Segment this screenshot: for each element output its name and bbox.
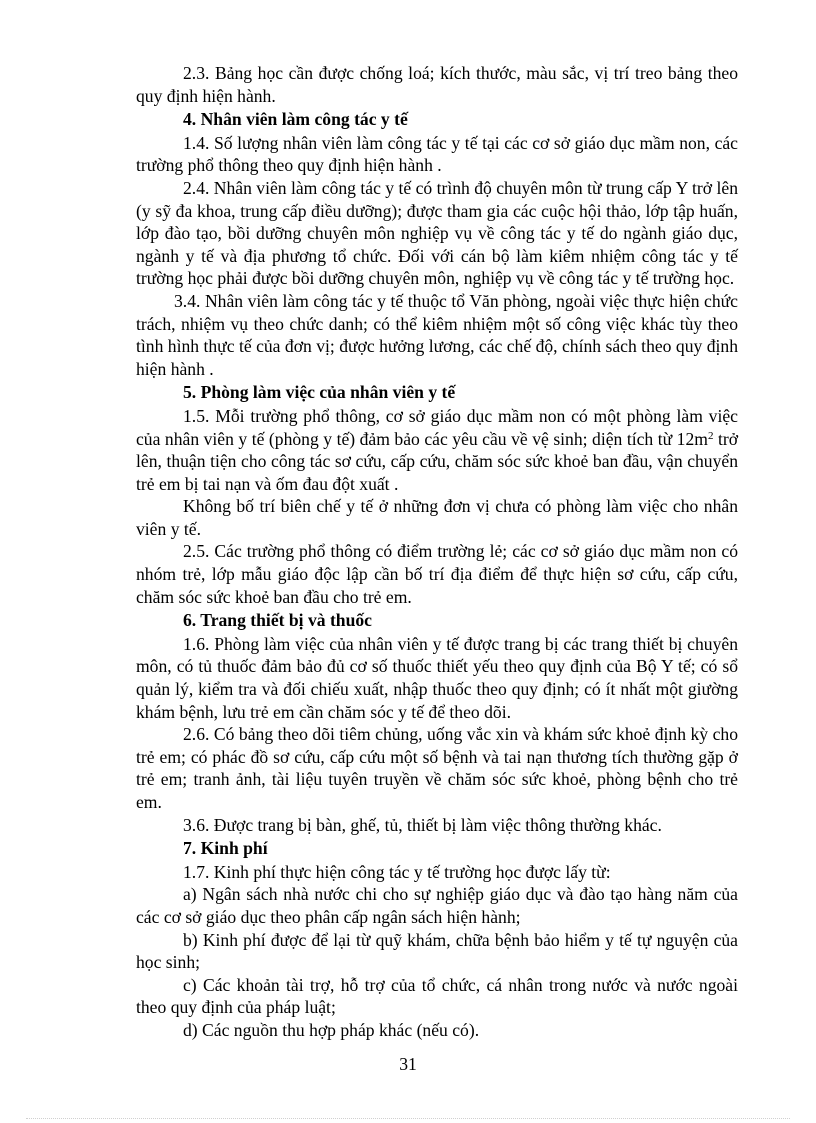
page-content <box>136 62 738 1042</box>
paragraph-1-7: 1.7. Kinh phí thực hiện công tác y tế trường học được lấy từ: <box>183 861 611 882</box>
section-heading-5: 5. Phòng làm việc của nhân viên y tế <box>183 382 456 403</box>
paragraph-d: d) Các nguồn thu hợp pháp khác (nếu có). <box>183 1019 480 1040</box>
paragraph-c: c) Các khoản tài trợ, hỗ trợ của tổ chức, cá nhân trong nước và nước ngoài theo quy định của pháp luật; <box>136 974 738 1018</box>
paragraph-2-4: 2.4. Nhân viên làm công tác y tế có trình độ chuyên môn từ trung cấp Y trở lên (y sỹ đa khoa, trung cấp điều dưỡng); được tham gia các cuộc hội thảo, lớp tập huấn, lớp đào tạo, bồi dưỡng chuyên môn nghiệp vụ về công tác y tế do ngành giáo dục, ngành y tế và địa phương tổ chức. Đối với cán bộ làm kiêm nhiệm công tác y tế trường học phải được bồi dưỡng chuyên môn, nghiệp vụ về công tác y tế trường học. <box>136 177 738 289</box>
page-bottom-divider <box>26 1118 790 1119</box>
superscript-2: 2 <box>707 429 714 442</box>
paragraph-2-3: 2.3. Bảng học cần được chống loá; kích thước, màu sắc, vị trí treo bảng theo quy định hiện hành. <box>136 63 738 106</box>
paragraph-a: a) Ngân sách nhà nước chi cho sự nghiệp giáo dục và đào tạo hàng năm của các cơ sở giáo dục theo phân cấp ngân sách hiện hành; <box>136 884 738 927</box>
paragraph-1-5-part-b: trở lên, thuận tiện cho công tác sơ cứu, cấp cứu, chăm sóc sức khoẻ ban đầu, vận chuyển trẻ em bị tai nạn và ốm đau đột xuất . <box>136 428 738 494</box>
paragraph-3-4: 3.4. Nhân viên làm công tác y tế thuộc tổ Văn phòng, ngoài việc thực hiện chức trách, nhiệm vụ theo chức danh; có thể kiêm nhiệm một số công việc khác tùy theo tình hình thực tế của đơn vị; được hưởng lương, các chế độ, chính sách theo quy định hiện hành . <box>136 290 738 379</box>
paragraph-1-5 <box>136 405 738 495</box>
paragraph-1-5-part-a: 1.5. Mỗi trường phổ thông, cơ sở giáo dục mầm non có một phòng làm việc của nhân viên y tế (phòng y tế) đảm bảo các yêu cầu về vệ sinh; diện tích từ 12m <box>136 405 738 449</box>
paragraph-1-4: 1.4. Số lượng nhân viên làm công tác y tế tại các cơ sở giáo dục mầm non, các trường phổ thông theo quy định hiện hành . <box>136 132 738 176</box>
paragraph-2-6: 2.6. Có bảng theo dõi tiêm chủng, uống vắc xin và khám sức khoẻ định kỳ cho trẻ em; có phác đồ sơ cứu, cấp cứu một số bệnh và tai nạn thương tích thường gặp ở trẻ em; tranh ảnh, tài liệu tuyên truyền về chăm sóc sức khoẻ, phòng bệnh cho trẻ em. <box>136 724 738 812</box>
page-number: 31 <box>399 1054 417 1074</box>
paragraph-1-6: 1.6. Phòng làm việc của nhân viên y tế được trang bị các trang thiết bị chuyên môn, có tủ thuốc đảm bảo đủ cơ số thuốc thiết yếu theo quy định của Bộ Y tế; có sổ quản lý, kiểm tra và đối chiếu xuất, nhập thuốc theo quy định; có ít nhất một giường khám bệnh, lưu trẻ em cần chăm sóc y tế để theo dõi. <box>136 633 738 722</box>
section-heading-6: 6. Trang thiết bị và thuốc <box>183 610 372 631</box>
section-heading-4: 4. Nhân viên làm công tác y tế <box>183 109 408 130</box>
paragraph-b: b) Kinh phí được để lại từ quỹ khám, chữa bệnh bảo hiểm y tế tự nguyện của học sinh; <box>136 929 738 973</box>
section-heading-7: 7. Kinh phí <box>183 838 268 859</box>
paragraph-3-6: 3.6. Được trang bị bàn, ghế, tủ, thiết bị làm việc thông thường khác. <box>183 814 662 835</box>
paragraph-2-5: 2.5. Các trường phổ thông có điểm trường lẻ; các cơ sở giáo dục mầm non có nhóm trẻ, lớp mẫu giáo độc lập cần bố trí địa điểm để thực hiện sơ cứu, cấp cứu, chăm sóc sức khoẻ ban đầu cho trẻ em. <box>136 541 738 607</box>
paragraph-note: Không bố trí biên chế y tế ở những đơn vị chưa có phòng làm việc cho nhân viên y tế. <box>136 496 738 539</box>
